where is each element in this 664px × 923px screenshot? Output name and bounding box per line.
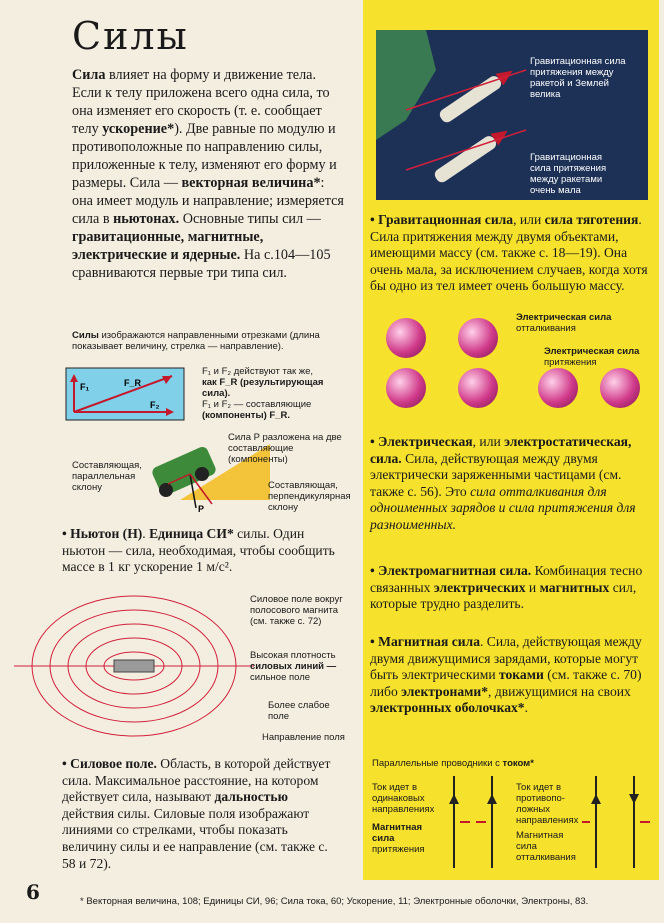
ball-note-attraction: Электрическая сила притяжения (544, 346, 640, 368)
page-title: Силы (72, 14, 189, 58)
bullet-icon: • (370, 434, 375, 449)
slope-left-note: Составляющая, параллельная склону (72, 460, 142, 493)
f2-label: F₂ (150, 400, 160, 410)
electric-paragraph: • Электрическая, или электростатическая, сила. Сила, действующая между двумя электрически заряженными частицами (см. также с. 56). Это сила отталкивания для одноименных зарядов и сила притяжения для разноименных. (370, 434, 636, 532)
gravity-paragraph: • Гравитационная сила, или сила тяготения. Сила притяжения между двумя объектами, имеющими массу (см. также с. 18—19). Она очень мала, за исключением случаев, когда хотя бы одно из тел имеет очень большую массу. (370, 212, 648, 294)
magnet-note-weak: Более слабое поле (268, 700, 330, 722)
bullet-icon: • (370, 563, 375, 578)
bullet-icon: • (62, 526, 67, 541)
newton-paragraph: • Ньютон (Н). Единица СИ* силы. Один ньютон — сила, необходимая, чтобы сообщить массе в 1 кг ускорение 1 м/с². (62, 526, 335, 575)
vector-caption: Силы изображаются направленными отрезками (длина показывает величину, стрелка — направление). (72, 330, 320, 352)
charged-ball (458, 318, 498, 358)
intro-paragraph: Сила влияет на форму и движение тела. Если к телу приложена всего одна сила, то она изменяет его скорость (т. е. сообщает телу ускорение*). Две равные по модулю и противоположные по направлению силы, приложенные к телу, изменяют его форму и размеры. Сила — векторная величина*: она имеет модуль и направление; измеряется сила в ньютонах. Основные типы сил — гравитационные, магнитные, электрические и ядерные. На с.104—105 сравниваются первые три типа сил. (72, 67, 344, 281)
charged-ball (538, 368, 578, 408)
charged-ball (600, 368, 640, 408)
magnet-note-direction: Направление поля (262, 732, 345, 743)
footnote: * Векторная величина, 108; Единицы СИ, 96; Сила тока, 60; Ускорение, 11; Электронные оболочки, Электроны, 83. (80, 896, 589, 907)
rocket-note-between: Гравитационная сила притяжения между ракетами очень мала (530, 152, 607, 196)
charged-ball (386, 368, 426, 408)
slope-right-note: Составляющая, перпендикулярная склону (268, 480, 351, 513)
p-label: P (198, 504, 205, 514)
charged-ball (458, 368, 498, 408)
magnet-field-diagram (14, 590, 254, 750)
conductors-caption: Параллельные проводники с током* (372, 758, 534, 769)
magnet-note-field: Силовое поле вокруг полосового магнита (см. также с. 72) (250, 594, 343, 627)
bar-magnet (114, 660, 154, 672)
electromagnetic-paragraph: • Электромагнитная сила. Комбинация тесно связанных электрических и магнитных сил, которые трудно разделить. (370, 563, 643, 612)
bullet-icon: • (370, 634, 375, 649)
vector-note: F₁ и F₂ действуют так же, как F_R (результирующая сила). F₁ и F₂ — составляющие (компоненты) F_R. (202, 366, 324, 421)
bullet-icon: • (370, 212, 375, 227)
magnetic-paragraph: • Магнитная сила. Сила, действующая между двумя движущимися зарядами, которые могут быть электрическими токами (см. также с. 70) либо электронами*, движущимися на своих электронных оболочках*. (370, 634, 642, 716)
field-paragraph: • Силовое поле. Область, в которой действует сила. Максимальное расстояние, на котором действует сила, называют дальностью действия силы. Силовые поля изображают линиями со стрелками, чтобы показать величину силы и ее направление (см. также с. 58 и 72). (62, 756, 331, 871)
charged-ball (386, 318, 426, 358)
fr-label: F_R (124, 378, 142, 388)
rocket-note-earth: Гравитационная сила притяжения между ракетой и Землей велика (530, 56, 626, 100)
f1-label: F₁ (80, 382, 90, 392)
conductors-attraction-note: Магнитная сила притяжения (372, 822, 425, 855)
bullet-icon: • (62, 756, 67, 771)
conductors-opposite-note: Ток идет в противопо- ложных направлениях (516, 782, 579, 826)
ball-note-repulsion: Электрическая сила отталкивания (516, 312, 612, 334)
conductors-same-note: Ток идет в одинаковых направлениях (372, 782, 435, 815)
magnet-note-dense: Высокая плотность силовых линий — сильное поле (250, 650, 337, 683)
slope-top-note: Сила P разложена на две составляющие (компоненты) (228, 432, 342, 465)
page-number: 6 (26, 880, 40, 904)
conductors-repulsion-note: Магнитная сила отталкивания (516, 830, 576, 863)
